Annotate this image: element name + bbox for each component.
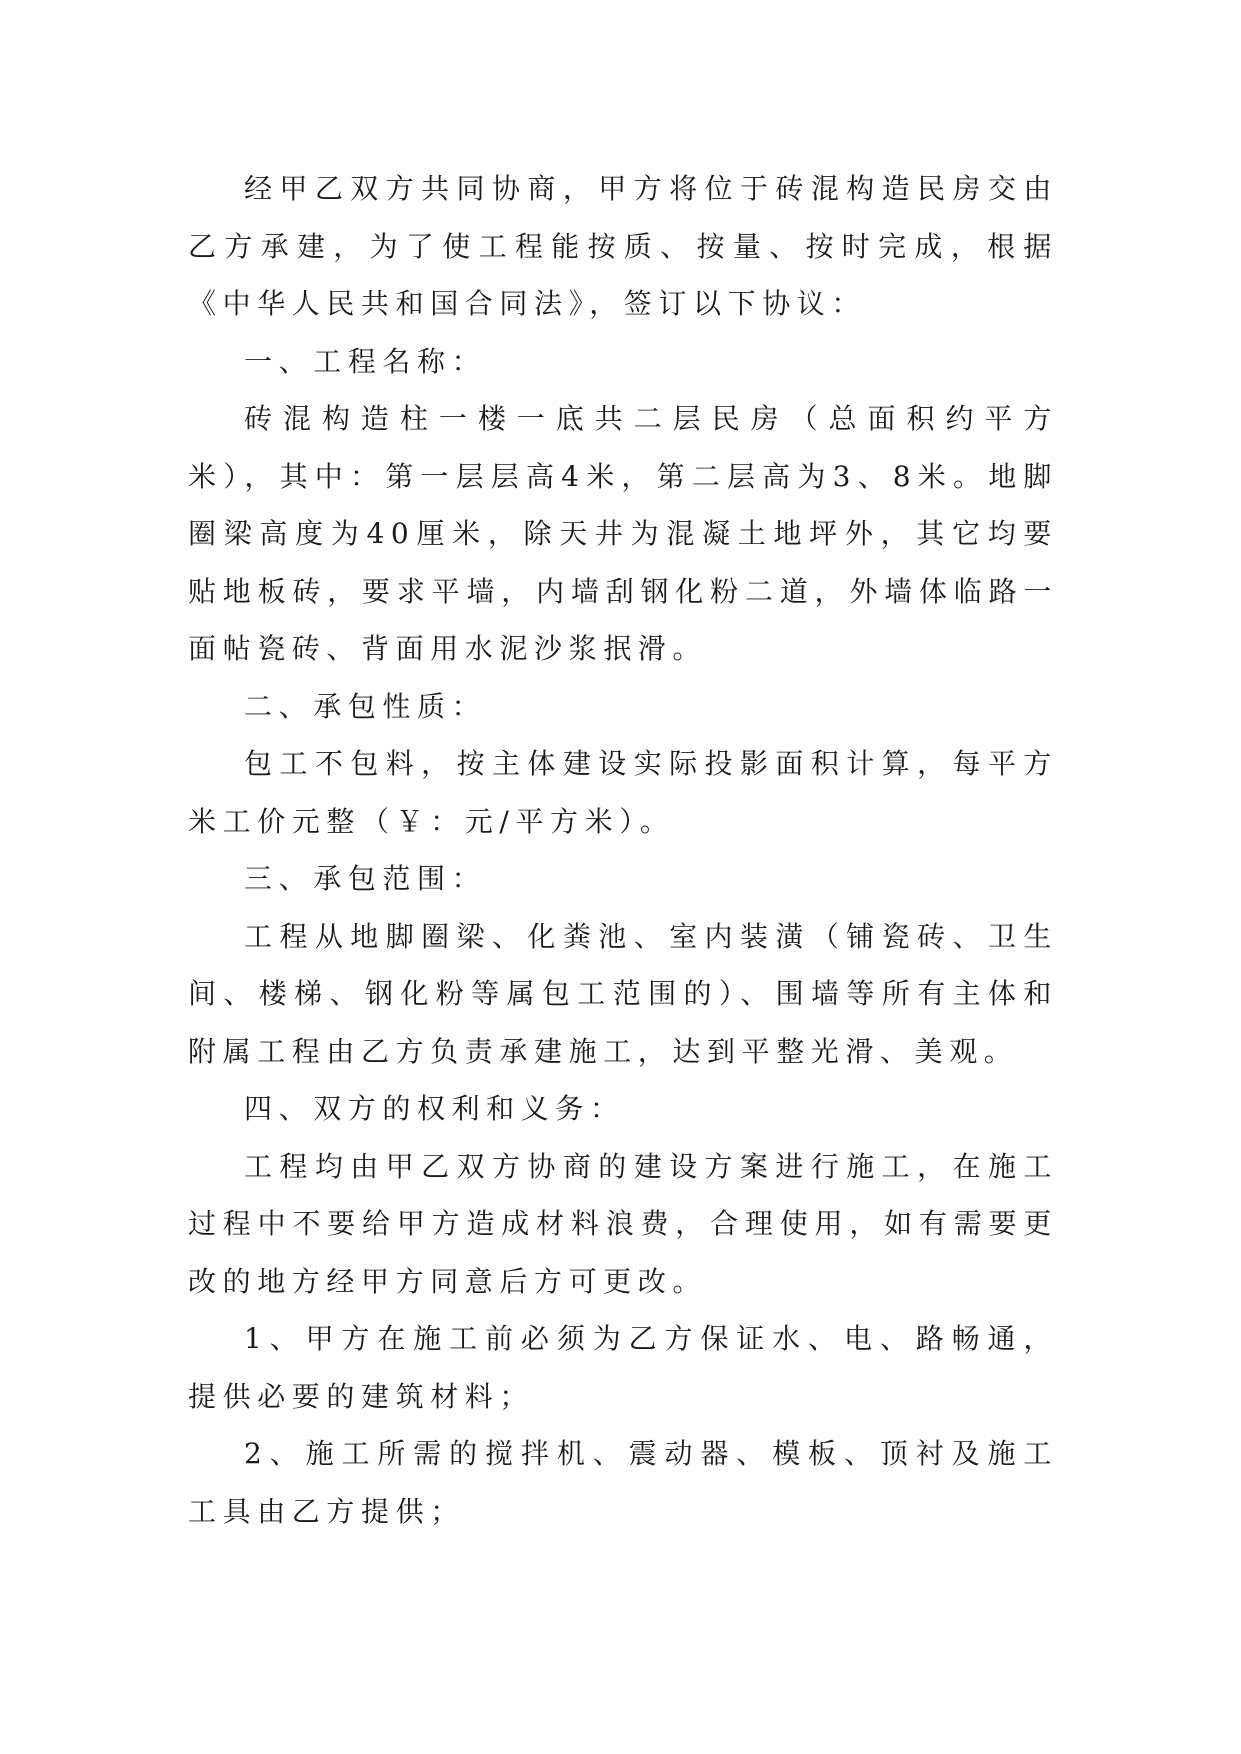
project-name-paragraph: 砖混构造柱一楼一底共二层民房（总面积约平方米），其中：第一层层高4米，第二层高为3、8米。地脚圈梁高度为40厘米，除天井为混凝土地坪外，其它均要贴地板砖，要求平墙，内墙刮钢化粉二道，外墙体临路一面帖瓷砖、背面用水泥沙浆抿滑。 — [188, 402, 1058, 665]
section-heading-contract-nature: 二、承包性质： — [244, 689, 487, 723]
section-heading-project-name: 一、工程名称： — [244, 344, 487, 378]
rights-obligations-paragraph: 工程均由甲乙双方协商的建设方案进行施工，在施工过程中不要给甲方造成材料浪费，合理使用，如有需要更改的地方经甲方同意后方可更改。 — [188, 1149, 1058, 1298]
section-heading-contract-scope: 三、承包范围： — [244, 862, 487, 895]
intro-paragraph: 经甲乙双方共同协商，甲方将位于砖混构造民房交由乙方承建，为了使工程能按质、按量、按时完成，根据《中华人民共和国合同法》，签订以下协议： — [188, 172, 1058, 320]
clause-1-paragraph: 1、甲方在施工前必须为乙方保证水、电、路畅通，提供必要的建筑材料； — [188, 1322, 1058, 1413]
document-body — [188, 160, 1058, 1540]
section-heading-rights-obligations: 四、双方的权利和义务： — [244, 1092, 625, 1125]
contract-nature-paragraph: 包工不包料，按主体建设实际投影面积计算，每平方米工价元整（￥：元/平方米）。 — [188, 747, 1058, 838]
contract-scope-paragraph: 工程从地脚圈梁、化粪池、室内装潢（铺瓷砖、卫生间、楼梯、钢化粉等属包工范围的）、围墙等所有主体和附属工程由乙方负责承建施工，达到平整光滑、美观。 — [188, 919, 1058, 1068]
clause-2-paragraph: 2、施工所需的搅拌机、震动器、模板、顶衬及施工工具由乙方提供； — [188, 1437, 1058, 1528]
